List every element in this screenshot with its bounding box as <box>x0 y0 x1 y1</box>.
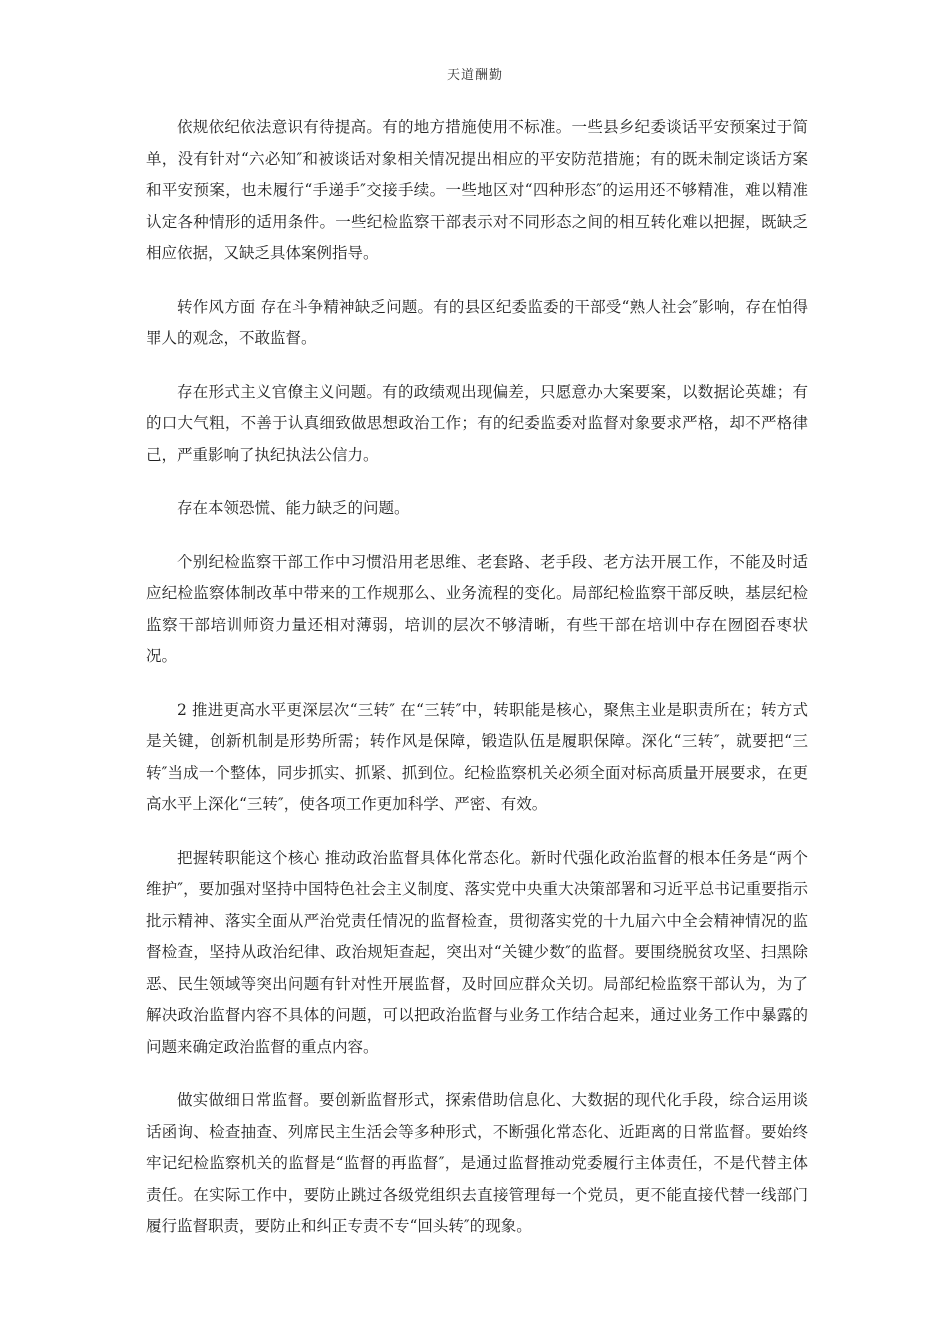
paragraph-1: 依规依纪依法意识有待提高。有的地方措施使用不标准。一些县乡纪委谈话平安预案过于简单，没有针对“六必知″和被谈话对象相关情况提出相应的平安防范措施；有的既未制定谈话方案和平安预案，也未履行“手递手″交接手续。一些地区对“四种形态″的运用还不够精准，难以精准认定各种情形的适用条件。一些纪检监察干部表示对不同形态之间的相互转化难以把握，既缺乏相应依据，又缺乏具体案例指导。 <box>146 118 808 262</box>
document-body <box>146 112 808 1265</box>
paragraph-8: 做实做细日常监督。要创新监督形式，探索借助信息化、大数据的现代化手段，综合运用谈话函询、检查抽查、列席民主生活会等多种形式，不断强化常态化、近距离的日常监督。要始终牢记纪检监察机关的监督是“监督的再监督″，是通过监督推动党委履行主体责任，不是代替主体责任。在实际工作中，要防止跳过各级党组织去直接管理每一个党员，更不能直接代替一线部门履行监督职责，要防止和纠正专责不专“回头转″的现象。 <box>146 1091 808 1235</box>
paragraph-6: 2 推进更高水平更深层次“三转″ 在“三转″中，转职能是核心，聚焦主业是职责所在；转方式是关键，创新机制是形势所需；转作风是保障，锻造队伍是履职保障。深化“三转″，就要把“三转″当成一个整体，同步抓实、抓紧、抓到位。纪检监察机关必须全面对标高质量开展要求，在更高水平上深化“三转″，使各项工作更加科学、严密、有效。 <box>146 700 808 813</box>
paragraph-5: 个别纪检监察干部工作中习惯沿用老思维、老套路、老手段、老方法开展工作，不能及时适应纪检监察体制改革中带来的工作规那么、业务流程的变化。局部纪检监察干部反映，基层纪检监察干部培训师资力量还相对薄弱，培训的层次不够清晰，有些干部在培训中存在囫囵吞枣状况。 <box>146 552 808 665</box>
page-header: 天道酬勤 <box>446 68 503 83</box>
paragraph-3: 存在形式主义官僚主义问题。有的政绩观出现偏差，只愿意办大案要案，以数据论英雄；有的口大气粗，不善于认真细致做思想政治工作；有的纪委监委对监督对象要求严格，却不严格律己，严重影响了执纪执法公信力。 <box>146 382 808 464</box>
paragraph-2: 转作风方面 存在斗争精神缺乏问题。有的县区纪委监委的干部受“熟人社会″影响，存在怕得罪人的观念，不敢监督。 <box>146 297 808 347</box>
paragraph-7: 把握转职能这个核心 推动政治监督具体化常态化。新时代强化政治监督的根本任务是“两个维护″，要加强对坚持中国特色社会主义制度、落实党中央重大决策部署和习近平总书记重要指示批示精神、落实全面从严治党责任情况的监督检查，贯彻落实党的十九届六中全会精神情况的监督检查，坚持从政治纪律、政治规矩查起，突出对“关键少数″的监督。要围绕脱贫攻坚、扫黑除恶、民生领域等突出问题有针对性开展监督，及时回应群众关切。局部纪检监察干部认为，为了解决政治监督内容不具体的问题，可以把政治监督与业务工作结合起来，通过业务工作中暴露的问题来确定政治监督的重点内容。 <box>146 848 808 1056</box>
paragraph-4: 存在本领恐慌、能力缺乏的问题。 <box>177 499 410 517</box>
